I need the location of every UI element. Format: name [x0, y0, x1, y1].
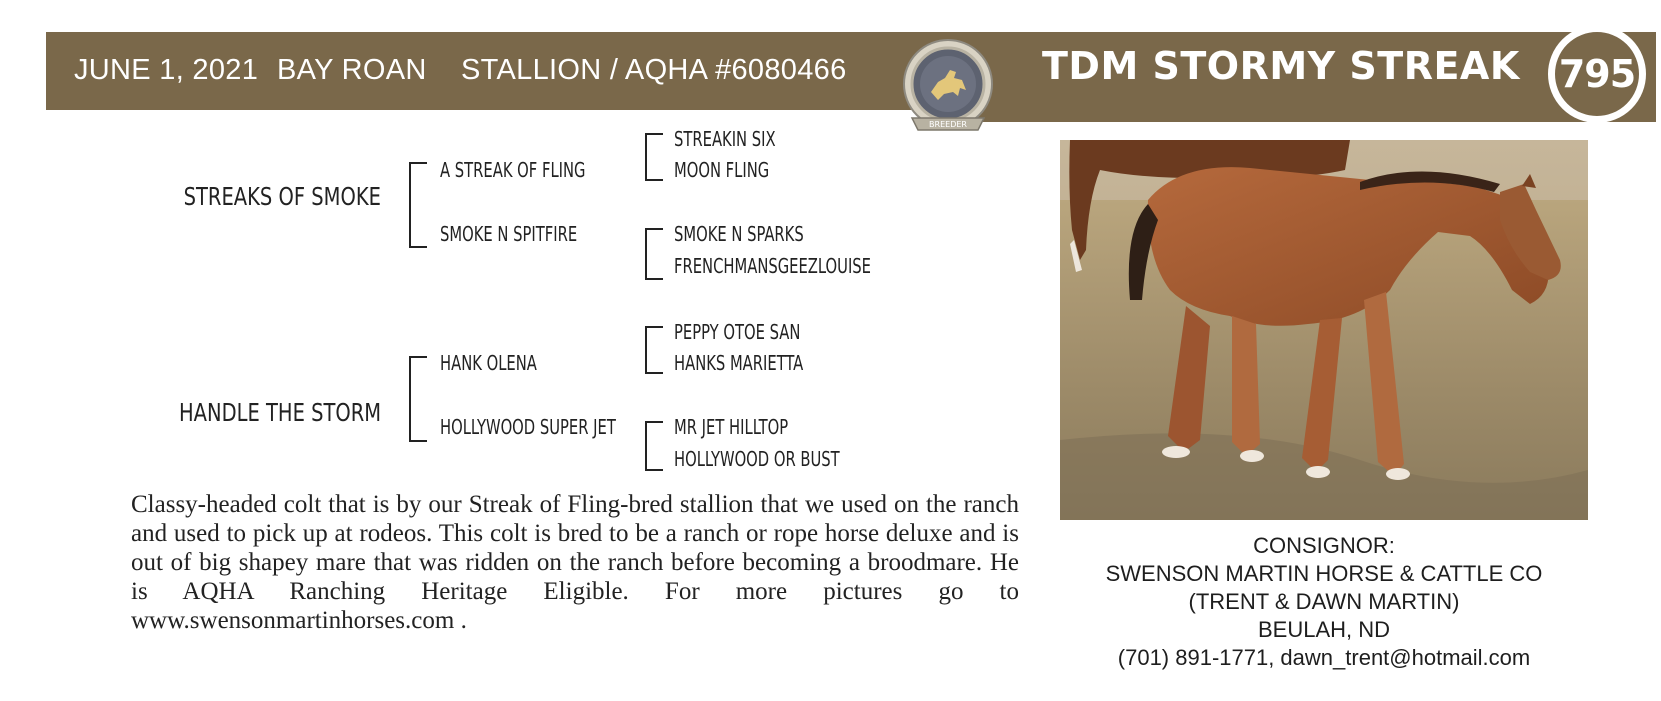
lot-badge	[1548, 25, 1646, 123]
bracket-dam	[409, 356, 427, 442]
foal-date: JUNE 1, 2021	[74, 54, 259, 86]
horse-name: TDM STORMY STREAK	[1042, 44, 1520, 88]
pedigree-dam-sire-dam: HANKS MARIETTA	[674, 351, 804, 375]
bracket-dam-sire	[645, 326, 663, 374]
pedigree-dam-dam-dam: HOLLYWOOD OR BUST	[674, 447, 840, 471]
pedigree-sire-sire: A STREAK OF FLING	[440, 158, 586, 182]
registration: STALLION / AQHA #6080466	[461, 54, 847, 86]
pedigree-dam: HANDLE THE STORM	[178, 398, 381, 427]
bracket-sire-dam	[645, 228, 663, 280]
bracket-dam-dam	[645, 421, 663, 471]
pedigree-dam-sire: HANK OLENA	[440, 351, 537, 375]
pedigree-sire-dam: SMOKE N SPITFIRE	[440, 222, 578, 246]
bracket-sire	[409, 162, 427, 248]
pedigree-sire-sire-dam: MOON FLING	[674, 158, 770, 182]
horse-color: BAY ROAN	[277, 54, 427, 86]
lot-number: 795	[1558, 52, 1636, 96]
pedigree-dam-sire-sire: PEPPY OTOE SAN	[674, 320, 801, 344]
horse-photo	[1060, 140, 1588, 520]
pedigree-sire-dam-dam: FRENCHMANSGEEZLOUISE	[674, 254, 871, 278]
pedigree-dam-dam-sire: MR JET HILLTOP	[674, 415, 789, 439]
consignor-location: BEULAH, ND	[1257, 617, 1391, 642]
consignor-label: CONSIGNOR:	[1253, 533, 1395, 558]
pedigree-sire: STREAKS OF SMOKE	[183, 182, 381, 211]
consignor-name: SWENSON MARTIN HORSE & CATTLE CO	[1105, 561, 1543, 586]
horse-description: Classy-headed colt that is by our Streak of Fling-bred stallion that we used on the ranch and used to pick up at rodeos. This colt is bred to be a ranch or rope horse deluxe and is out of big shapey mare that was ridden on the ranch before becoming a broodmare. He is AQHA Ranching Heritage Eligible. For more pictures go to www.swensonmartinhorses.com .	[131, 491, 1019, 634]
pedigree-sire-dam-sire: SMOKE N SPARKS	[674, 222, 804, 246]
badge-text: BREEDER	[929, 120, 967, 129]
pedigree-dam-dam: HOLLYWOOD SUPER JET	[440, 415, 616, 439]
breeder-badge-icon	[898, 38, 998, 138]
consignor-contacts: (TRENT & DAWN MARTIN)	[1188, 589, 1460, 614]
consignor-phone-email: (701) 891-1771, dawn_trent@hotmail.com	[1117, 645, 1531, 670]
pedigree-sire-sire-sire: STREAKIN SIX	[674, 127, 776, 151]
bracket-sire-sire	[645, 133, 663, 181]
